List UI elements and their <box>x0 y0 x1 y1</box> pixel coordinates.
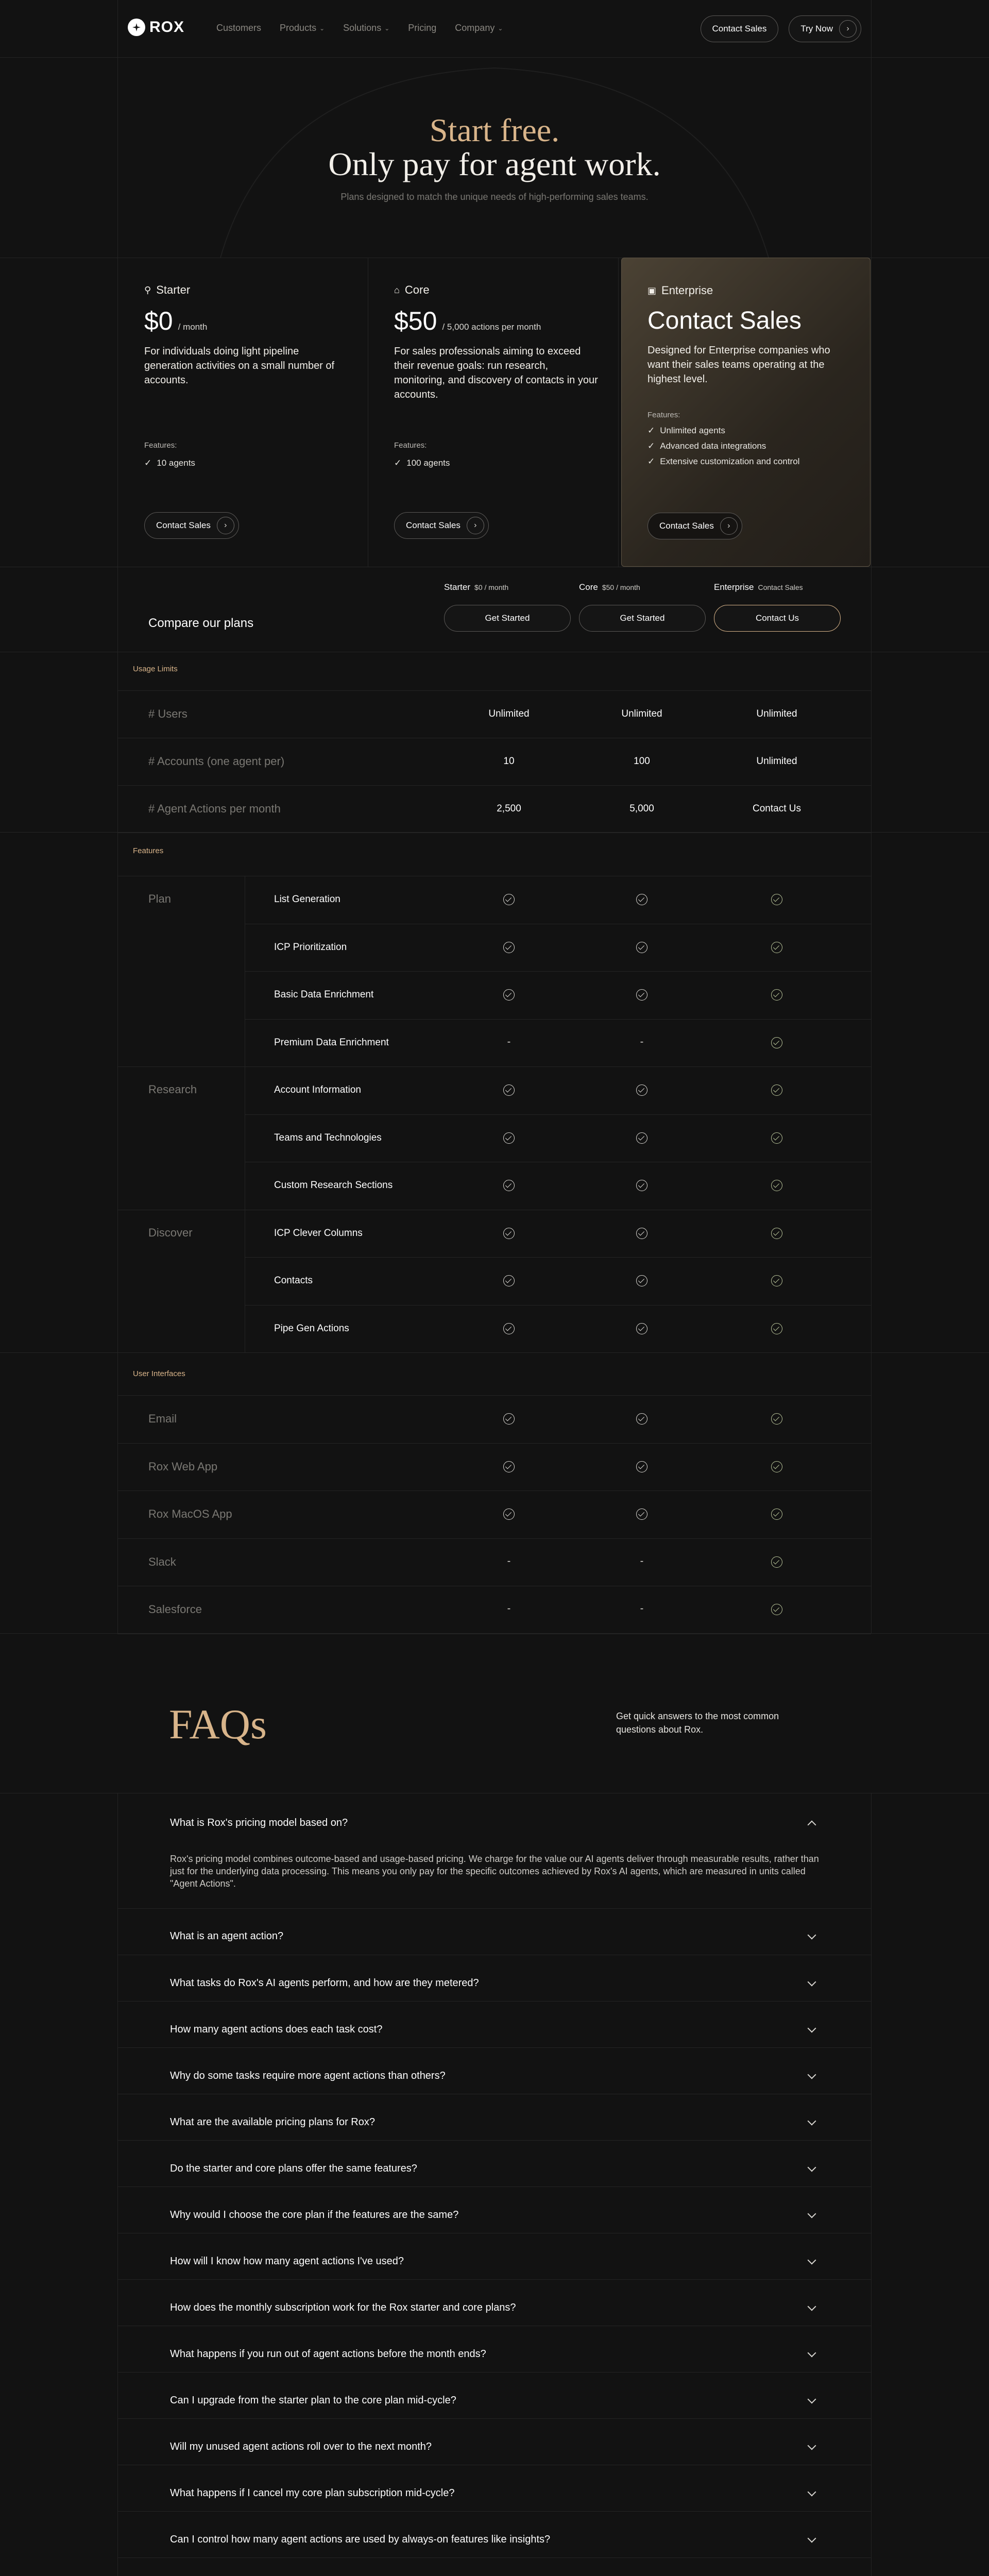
compare-title: Compare our plans <box>148 616 254 630</box>
column-price: $50 / month <box>602 583 640 591</box>
feature-row-label: Teams and Technologies <box>274 1132 382 1143</box>
faq-question[interactable] <box>170 2348 819 2360</box>
rox-logo[interactable] <box>128 19 184 36</box>
faq-question[interactable] <box>170 2209 819 2221</box>
plan-description: For individuals doing light pipeline generation activities on a small number of accounts. <box>144 346 335 386</box>
faq-question-text: How many agent actions does each task cost? <box>170 2024 383 2035</box>
check-circle-icon <box>636 1461 647 1472</box>
usage-cell: Unlimited <box>756 756 797 767</box>
building-icon: ⌂ <box>394 284 400 295</box>
faq-question-text: What happens if you run out of agent actions before the month ends? <box>170 2348 486 2360</box>
check-circle-icon <box>636 1132 647 1144</box>
check-circle-icon <box>636 894 647 905</box>
plan-card-enterprise <box>621 258 871 567</box>
faq-question-text: Do the starter and core plans offer the same features? <box>170 2163 417 2174</box>
row-divider <box>117 2557 871 2558</box>
starter-contact-sales-button[interactable] <box>144 512 239 539</box>
row-divider <box>117 2511 871 2512</box>
column-name: Core <box>579 582 598 592</box>
row-divider <box>117 1395 871 1396</box>
faq-question-text: What tasks do Rox's AI agents perform, and how are they metered? <box>170 1977 479 1989</box>
faq-question[interactable] <box>170 1817 819 1829</box>
check-circle-icon <box>503 1461 515 1472</box>
usage-cell: Contact Us <box>753 803 801 814</box>
plan-features <box>647 423 799 469</box>
feature-row-label: Account Information <box>274 1084 361 1096</box>
top-nav <box>0 0 989 58</box>
chevron-down-icon <box>808 2209 816 2218</box>
usage-cell: Unlimited <box>756 708 797 719</box>
row-divider <box>117 1908 871 1909</box>
faq-question-text: How will I know how many agent actions I've used? <box>170 2256 404 2267</box>
row-divider <box>245 1019 871 1020</box>
features-label: Features: <box>647 411 680 419</box>
nav-link-pricing[interactable]: Pricing <box>408 23 437 33</box>
briefcase-icon: ▣ <box>647 285 657 296</box>
try-now-button[interactable] <box>789 15 861 42</box>
check-circle-icon <box>771 1084 782 1096</box>
nav-link-products[interactable] <box>280 23 325 33</box>
chevron-down-icon <box>808 2348 816 2357</box>
section-label-user-interfaces: User Interfaces <box>133 1369 185 1378</box>
enterprise-contact-us-button[interactable]: Contact Us <box>714 605 841 632</box>
nav-link-label: Solutions <box>343 23 382 33</box>
dash-mark: - <box>640 1555 644 1567</box>
arrow-right-icon: › <box>720 517 738 535</box>
dash-mark: - <box>640 1603 644 1615</box>
check-circle-icon <box>771 1556 782 1568</box>
plan-description: For sales professionals aiming to exceed their revenue goals: run research, monitoring, and discovery of contacts in your accounts. <box>394 346 598 400</box>
faq-question[interactable] <box>170 1977 819 1989</box>
check-circle-icon <box>771 1180 782 1191</box>
section-label-usage: Usage Limits <box>133 665 178 673</box>
row-divider <box>117 2418 871 2419</box>
faq-question-text: What happens if I cancel my core plan subscription mid-cycle? <box>170 2487 455 2499</box>
dash-mark: - <box>507 1036 511 1047</box>
check-circle-icon <box>771 894 782 905</box>
chevron-down-icon: ⌄ <box>498 24 503 32</box>
chevron-down-icon <box>808 2070 816 2079</box>
plan-card-starter <box>118 258 368 567</box>
button-label: Try Now <box>800 24 833 33</box>
check-circle-icon <box>636 1413 647 1425</box>
chevron-down-icon: ⌄ <box>384 24 390 32</box>
button-label: Contact Sales <box>659 521 714 531</box>
feature-row-label: Basic Data Enrichment <box>274 989 374 1001</box>
feature-row-label: ICP Prioritization <box>274 941 347 953</box>
chevron-down-icon <box>808 2302 816 2311</box>
user-icon: ⚲ <box>144 284 151 295</box>
check-icon: ✓ <box>144 458 152 468</box>
check-icon: ✓ <box>647 456 655 466</box>
faq-subtitle: Get quick answers to the most common questions about Rox. <box>616 1711 779 1735</box>
ui-row-label: Email <box>148 1412 177 1426</box>
row-divider <box>117 785 871 786</box>
plan-name: Core <box>404 283 430 296</box>
dash-mark: - <box>507 1555 511 1567</box>
features-label: Features: <box>144 441 177 450</box>
check-circle-icon <box>636 1509 647 1520</box>
check-circle-icon <box>503 989 515 1001</box>
usage-cell: 2,500 <box>497 803 521 814</box>
feature-item: Unlimited agents <box>660 426 725 435</box>
core-get-started-button[interactable]: Get Started <box>579 605 706 632</box>
faq-question[interactable] <box>170 1930 819 1942</box>
check-circle-icon <box>503 894 515 905</box>
row-divider <box>245 1114 871 1115</box>
row-divider <box>245 1257 871 1258</box>
ui-row-label: Rox Web App <box>148 1460 218 1473</box>
check-circle-icon <box>503 1323 515 1334</box>
nav-links <box>216 23 503 33</box>
faq-question[interactable] <box>170 2116 819 2128</box>
chevron-down-icon <box>808 2534 816 2543</box>
arrow-right-icon: › <box>217 517 234 534</box>
rox-star-icon <box>128 19 145 36</box>
faq-question-text: What is Rox's pricing model based on? <box>170 1817 348 1828</box>
check-icon: ✓ <box>647 441 655 451</box>
enterprise-contact-sales-button[interactable] <box>647 513 742 539</box>
feature-item: 100 agents <box>406 458 450 468</box>
chevron-down-icon <box>808 2256 816 2264</box>
plan-features <box>144 455 195 471</box>
compare-col-core <box>579 582 640 592</box>
chevron-down-icon <box>808 2487 816 2496</box>
chevron-down-icon <box>808 1930 816 1939</box>
check-circle-icon <box>636 1084 647 1096</box>
check-circle-icon <box>771 1509 782 1520</box>
plan-price-unit: / month <box>178 322 208 332</box>
check-circle-icon <box>503 1084 515 1096</box>
check-circle-icon <box>503 1275 515 1286</box>
usage-cell: Unlimited <box>621 708 662 719</box>
chevron-down-icon <box>808 2024 816 2032</box>
dash-mark: - <box>640 1036 644 1047</box>
row-divider <box>117 2047 871 2048</box>
hero-title-line2: Only pay for agent work. <box>328 146 661 182</box>
usage-row-label: # Accounts (one agent per) <box>148 755 285 768</box>
nav-link-company[interactable] <box>455 23 503 33</box>
chevron-down-icon <box>808 2116 816 2125</box>
check-circle-icon <box>636 1323 647 1334</box>
row-divider <box>117 2140 871 2141</box>
check-circle-icon <box>503 1228 515 1239</box>
chevron-down-icon <box>808 2163 816 2172</box>
faq-question[interactable] <box>170 2256 819 2267</box>
plan-description: Designed for Enterprise companies who want their sales teams operating at the highest level. <box>647 345 830 385</box>
chevron-down-icon: ⌄ <box>319 24 325 32</box>
usage-cell: Unlimited <box>488 708 530 719</box>
faq-question-text: What is an agent action? <box>170 1930 284 1942</box>
hero-title-line1: Start free. <box>429 112 560 148</box>
row-divider <box>117 1443 871 1444</box>
check-circle-icon <box>503 1132 515 1144</box>
feature-row-label: Contacts <box>274 1275 313 1286</box>
chevron-down-icon <box>808 1977 816 1986</box>
feature-group-label: Research <box>148 1083 197 1096</box>
check-circle-icon <box>503 1413 515 1425</box>
check-circle-icon <box>771 1228 782 1239</box>
check-icon: ✓ <box>647 426 655 435</box>
row-divider <box>117 1066 871 1067</box>
feature-group-label: Discover <box>148 1226 193 1239</box>
features-label: Features: <box>394 441 427 450</box>
check-circle-icon <box>771 1413 782 1425</box>
faq-question[interactable] <box>170 2487 819 2499</box>
column-price: Contact Sales <box>758 583 803 591</box>
faq-question-text: Can I control how many agent actions are used by always-on features like insights? <box>170 2534 551 2545</box>
feature-row-label: List Generation <box>274 894 340 905</box>
faq-question-text: Why would I choose the core plan if the features are the same? <box>170 2209 459 2221</box>
nav-link-customers[interactable]: Customers <box>216 23 262 33</box>
nav-actions <box>701 15 862 42</box>
ui-row-label: Rox MacOS App <box>148 1507 232 1521</box>
section-label-features: Features <box>133 846 164 855</box>
button-label: Contact Sales <box>712 24 767 33</box>
arrow-right-icon: › <box>467 517 484 534</box>
chevron-down-icon <box>808 2395 816 2403</box>
feature-item: 10 agents <box>157 458 195 468</box>
faq-question-text: Will my unused agent actions roll over to the next month? <box>170 2441 432 2452</box>
faq-question-text: Can I upgrade from the starter plan to the core plan mid-cycle? <box>170 2395 456 2406</box>
faq-question[interactable] <box>170 2163 819 2175</box>
check-circle-icon <box>503 1509 515 1520</box>
logo-text: ROX <box>149 19 185 36</box>
arrow-right-icon: › <box>839 20 857 38</box>
nav-link-solutions[interactable] <box>343 23 389 33</box>
button-label: Contact Sales <box>406 520 461 530</box>
row-divider <box>117 2279 871 2280</box>
dash-mark: - <box>507 1603 511 1615</box>
starter-get-started-button[interactable]: Get Started <box>444 605 571 632</box>
feature-group-label: Plan <box>148 892 172 905</box>
faq-question[interactable] <box>170 2441 819 2453</box>
grid-line <box>871 1793 872 2576</box>
check-circle-icon <box>771 942 782 953</box>
usage-cell: 100 <box>634 756 650 767</box>
row-divider <box>117 690 871 691</box>
check-circle-icon <box>771 1323 782 1334</box>
button-label: Contact Sales <box>156 520 211 530</box>
plan-price: $50 <box>394 307 437 335</box>
check-circle-icon <box>503 942 515 953</box>
chevron-up-icon <box>808 1820 816 1829</box>
plan-name: Starter <box>156 283 191 296</box>
ui-row-label: Salesforce <box>148 1603 202 1616</box>
feature-item: Extensive customization and control <box>660 456 800 466</box>
faq-answer-open: Rox's pricing model combines outcome-based and usage-based pricing. We charge for the value our AI agents deliver through measurable results, rather than just for the underlying data processing. This means you only pay for the specific outcomes achieved by Rox's AI agents, which are measured in units called "Agent Actions". <box>170 1854 819 1889</box>
faq-question-text: What are the available pricing plans for Rox? <box>170 2116 375 2128</box>
plan-price-unit: / 5,000 actions per month <box>442 322 541 332</box>
check-circle-icon <box>771 1604 782 1615</box>
check-circle-icon <box>636 942 647 953</box>
row-divider <box>117 2001 871 2002</box>
faq-question-text: Why do some tasks require more agent actions than others? <box>170 2070 446 2081</box>
feature-row-label: Custom Research Sections <box>274 1180 393 1191</box>
row-divider <box>117 1490 871 1491</box>
plan-features <box>394 455 450 471</box>
usage-row-label: # Users <box>148 707 187 720</box>
faq-question[interactable] <box>170 2534 819 2546</box>
plan-price: Contact Sales <box>647 307 802 334</box>
plan-price: $0 <box>144 307 173 335</box>
faq-title: FAQs <box>169 1701 267 1748</box>
faq-question[interactable] <box>170 2302 819 2314</box>
check-circle-icon <box>503 1180 515 1191</box>
column-name: Enterprise <box>714 582 754 592</box>
check-circle-icon <box>771 1461 782 1472</box>
contact-sales-button[interactable] <box>701 15 779 42</box>
feature-row-label: ICP Clever Columns <box>274 1227 363 1239</box>
check-icon: ✓ <box>394 458 402 468</box>
faq-question[interactable] <box>170 2024 819 2036</box>
row-divider <box>117 1538 871 1539</box>
check-circle-icon <box>636 1180 647 1191</box>
check-circle-icon <box>771 1132 782 1144</box>
check-circle-icon <box>636 1275 647 1286</box>
faq-question[interactable] <box>170 2070 819 2082</box>
compare-col-starter <box>444 582 508 592</box>
feature-row-label: Premium Data Enrichment <box>274 1037 389 1048</box>
usage-row-label: # Agent Actions per month <box>148 802 281 815</box>
nav-link-label: Products <box>280 23 317 33</box>
chevron-down-icon <box>808 2441 816 2450</box>
faq-question[interactable] <box>170 2395 819 2406</box>
row-divider <box>117 1352 871 1353</box>
grid-line <box>618 258 619 567</box>
feature-row-label: Pipe Gen Actions <box>274 1323 349 1334</box>
check-circle-icon <box>771 1037 782 1048</box>
ui-row-label: Slack <box>148 1555 176 1568</box>
core-contact-sales-button[interactable] <box>394 512 489 539</box>
check-circle-icon <box>636 1228 647 1239</box>
plan-name: Enterprise <box>661 284 713 297</box>
nav-link-label: Company <box>455 23 495 33</box>
plan-card-core <box>368 258 618 567</box>
column-name: Starter <box>444 582 471 592</box>
check-circle-icon <box>636 989 647 1001</box>
feature-item: Advanced data integrations <box>660 441 766 451</box>
usage-cell: 5,000 <box>629 803 654 814</box>
hero-subtitle: Plans designed to match the unique needs of high-performing sales teams. <box>340 192 649 202</box>
grid-line <box>117 1793 118 2576</box>
check-circle-icon <box>771 989 782 1001</box>
column-price: $0 / month <box>474 583 509 591</box>
usage-cell: 10 <box>503 756 515 767</box>
compare-col-enterprise <box>714 582 803 592</box>
row-divider <box>245 971 871 972</box>
faq-question-text: How does the monthly subscription work for the Rox starter and core plans? <box>170 2302 516 2313</box>
row-divider <box>245 1305 871 1306</box>
check-circle-icon <box>771 1275 782 1286</box>
